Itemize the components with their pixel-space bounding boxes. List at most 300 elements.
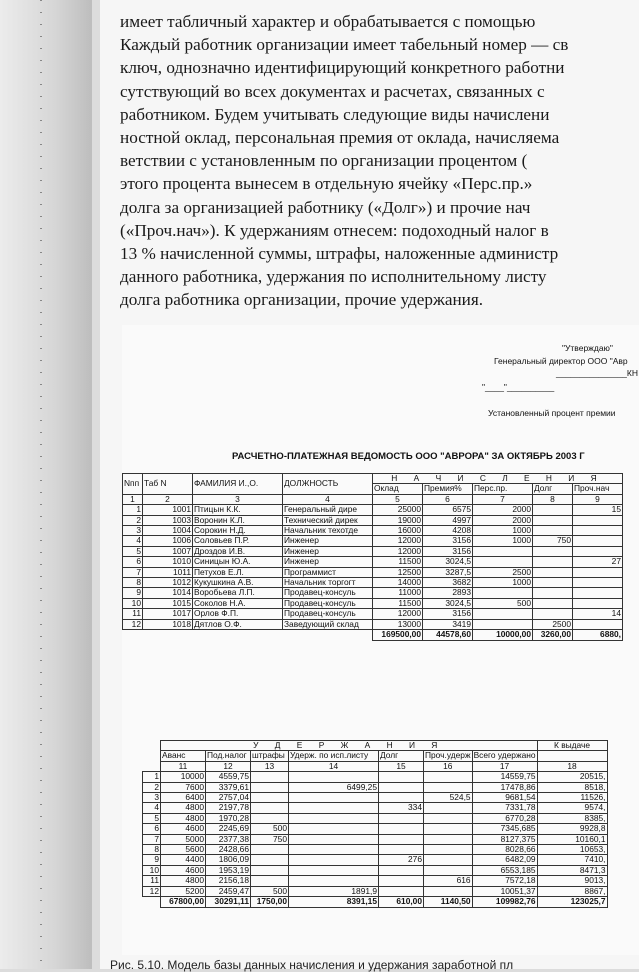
table-cell — [289, 876, 379, 886]
paragraph-line: работником. Будем учитывать следующие виды начислени — [120, 104, 550, 124]
table-cell: 1011 — [143, 567, 193, 577]
table-row — [123, 588, 623, 598]
table-row — [123, 515, 623, 525]
table-cell — [289, 845, 379, 855]
colnum-cell: 14 — [289, 761, 379, 771]
table-cell — [379, 845, 424, 855]
total-cell: 10000,00 — [473, 630, 533, 640]
table-cell: 8 — [143, 845, 161, 855]
colnum-cell: 17 — [472, 761, 537, 771]
total-cell: 44578,60 — [423, 630, 473, 640]
table-row — [123, 546, 623, 556]
paragraph-line: («Проч.нач»). К удержаниям отнесем: подоходный налог в — [120, 220, 549, 240]
col-oklad: Оклад — [373, 484, 423, 494]
table-cell: 3682 — [423, 578, 473, 588]
paragraph-line: долга за организацией работнику («Долг») и прочие нач — [120, 197, 531, 217]
table-row — [123, 526, 623, 536]
table-cell — [573, 526, 623, 536]
table-cell: Дроздов И.В. — [193, 546, 283, 556]
table-cell: 5 — [143, 813, 161, 823]
table-cell — [473, 557, 533, 567]
table-cell: 1015 — [143, 598, 193, 608]
table-cell — [573, 578, 623, 588]
table-cell — [424, 824, 473, 834]
table-cell: Сорокин Н.Д. — [193, 526, 283, 536]
table-cell: Соловьев П.Р. — [193, 536, 283, 546]
table-cell: 500 — [473, 598, 533, 608]
table-cell: 12000 — [373, 536, 423, 546]
totals-row — [143, 897, 608, 907]
colnum-cell: 13 — [251, 761, 289, 771]
paragraph-line: Каждый работник организации имеет табельный номер — св — [120, 35, 569, 55]
table-cell — [289, 772, 379, 782]
total-cell: 1140,50 — [424, 897, 473, 907]
table-cell — [251, 813, 289, 823]
table-cell: 20515, — [537, 772, 607, 782]
table-row — [123, 505, 623, 515]
table-cell: 10 — [123, 598, 143, 608]
table-cell: 4800 — [161, 813, 206, 823]
table-cell: Технический дирек — [283, 515, 373, 525]
table-cell: 6499,25 — [289, 782, 379, 792]
table-cell — [424, 813, 473, 823]
table-cell — [379, 793, 424, 803]
col-fio: ФАМИЛИЯ И.,О. — [193, 474, 283, 495]
table-cell: 14559,75 — [472, 772, 537, 782]
table-cell: 12500 — [373, 567, 423, 577]
binding-dots — [40, 0, 42, 969]
table-cell: 1000 — [473, 536, 533, 546]
table-cell — [533, 557, 573, 567]
table-cell — [533, 505, 573, 515]
table-cell: 8028,66 — [472, 845, 537, 855]
table-cell: 5000 — [161, 834, 206, 844]
table-cell: 11000 — [373, 588, 423, 598]
approval-position: Генеральный директор ООО "Авр — [494, 356, 628, 366]
table-cell: 2245,69 — [206, 824, 251, 834]
table-cell: Воробьева Л.П. — [193, 588, 283, 598]
table-row — [143, 865, 608, 875]
table-cell — [379, 813, 424, 823]
table-cell — [424, 772, 473, 782]
total-cell: 67800,00 — [161, 897, 206, 907]
col-pers-pr: Перс.пр. — [473, 484, 533, 494]
table-cell: 2 — [143, 782, 161, 792]
table-cell — [289, 803, 379, 813]
table-cell: 8 — [123, 578, 143, 588]
table-cell: 9 — [143, 855, 161, 865]
colnum-cell: 15 — [379, 761, 424, 771]
table-cell: 1010 — [143, 557, 193, 567]
table-cell: 9681,54 — [472, 793, 537, 803]
accruals-group-header: Н А Ч И С Л Е Н И Я — [373, 474, 623, 484]
table-cell: 12000 — [373, 609, 423, 619]
paragraph-line: ветствии с установленным по организации процентом ( — [120, 151, 528, 171]
table-cell: 1003 — [143, 515, 193, 525]
total-cell: 169500,00 — [373, 630, 423, 640]
paragraph-line: долга работника организации, прочие удержания. — [120, 290, 484, 310]
page-gutter — [0, 0, 92, 969]
table-cell — [379, 834, 424, 844]
table-cell: 1004 — [143, 526, 193, 536]
total-cell: 3260,00 — [533, 630, 573, 640]
approval-stamp: "Утверждаю" — [562, 343, 613, 353]
table-cell: 3379,61 — [206, 782, 251, 792]
table-row — [143, 813, 608, 823]
table-cell — [251, 782, 289, 792]
table-cell: 2893 — [423, 588, 473, 598]
table-cell: 1953,19 — [206, 865, 251, 875]
header-cell: штрафы — [251, 751, 289, 761]
deductions-group-header: У Д Е Р Ж А Н И Я — [161, 741, 538, 751]
table-cell: Орлов Ф.П. — [193, 609, 283, 619]
colnum-cell: 16 — [424, 761, 473, 771]
table-cell: 2500 — [473, 567, 533, 577]
table-cell: 11500 — [373, 598, 423, 608]
table-cell: 1006 — [143, 536, 193, 546]
table-cell: Инженер — [283, 546, 373, 556]
table-row — [143, 793, 608, 803]
table-cell — [424, 855, 473, 865]
table-cell — [379, 782, 424, 792]
premium-note: Установленный процент премии — [488, 408, 616, 418]
table-cell: 4 — [143, 803, 161, 813]
table-cell — [379, 824, 424, 834]
table-cell: 3287,5 — [423, 567, 473, 577]
table-cell: Инженер — [283, 557, 373, 567]
payroll-figure — [122, 325, 639, 955]
table-cell: 276 — [379, 855, 424, 865]
table-cell — [251, 855, 289, 865]
table-cell — [424, 865, 473, 875]
table-cell: Начальник торгогт — [283, 578, 373, 588]
table-cell: 17478,86 — [472, 782, 537, 792]
table-row — [143, 845, 608, 855]
table-cell: 10051,37 — [472, 886, 537, 896]
table-cell: 11500 — [373, 557, 423, 567]
col-premium: Премия% — [423, 484, 473, 494]
table-cell: Заведующий склад — [283, 619, 373, 629]
table-cell: 2156,18 — [206, 876, 251, 886]
table-cell: 13000 — [373, 619, 423, 629]
table-cell: 7410, — [537, 855, 607, 865]
colnum-cell: 8 — [533, 494, 573, 504]
table-cell: Продавец-консуль — [283, 598, 373, 608]
col-n: Nпп — [123, 474, 143, 495]
table-cell: 8867, — [537, 886, 607, 896]
table-cell — [573, 546, 623, 556]
table-cell: 1001 — [143, 505, 193, 515]
table-cell: 1891,9 — [289, 886, 379, 896]
table-cell: 616 — [424, 876, 473, 886]
table-cell: 500 — [251, 886, 289, 896]
table-cell: 1007 — [143, 546, 193, 556]
table-cell: Продавец-консуль — [283, 588, 373, 598]
table-cell — [379, 772, 424, 782]
table-cell — [251, 865, 289, 875]
table-cell — [533, 526, 573, 536]
table-cell: 6 — [143, 824, 161, 834]
table-row — [123, 578, 623, 588]
table-cell: 7572,18 — [472, 876, 537, 886]
table-cell: 7 — [143, 834, 161, 844]
table-cell — [289, 793, 379, 803]
deductions-table — [142, 740, 608, 908]
colnum-cell: 11 — [161, 761, 206, 771]
paragraph-line: имеет табличный характер и обрабатывается с помощью — [120, 12, 536, 31]
table-cell: 5600 — [161, 845, 206, 855]
table-row — [123, 567, 623, 577]
table-cell — [473, 619, 533, 629]
table-cell: 8385, — [537, 813, 607, 823]
table-cell — [379, 865, 424, 875]
table-cell: 10 — [143, 865, 161, 875]
paragraph-line: ключ, однозначно идентифицирующий конкретного работни — [120, 58, 565, 78]
table-cell: 3024,5 — [423, 598, 473, 608]
colnum-cell: 2 — [143, 494, 193, 504]
table-cell: 2197,78 — [206, 803, 251, 813]
table-cell — [533, 546, 573, 556]
table-cell: 16000 — [373, 526, 423, 536]
table-cell: 6400 — [161, 793, 206, 803]
table-cell — [424, 803, 473, 813]
table-cell: 10653, — [537, 845, 607, 855]
table-cell: 3156 — [423, 609, 473, 619]
table-cell: 10160,1 — [537, 834, 607, 844]
table-cell: 4400 — [161, 855, 206, 865]
blank-cell — [143, 761, 161, 771]
paragraph-line: данного работника, удержания по исполнительному листу — [120, 267, 547, 287]
table-cell: 3 — [123, 526, 143, 536]
table-cell: 1014 — [143, 588, 193, 598]
total-cell: 30291,11 — [206, 897, 251, 907]
table-row — [123, 609, 623, 619]
header-cell: Аванс — [161, 751, 206, 761]
paragraph-line: сутствующий во всех документах и расчетах, связанных с — [120, 81, 545, 101]
table-cell: 5 — [123, 546, 143, 556]
approval-date-line: "____"__________ — [482, 382, 555, 392]
table-cell: Инженер — [283, 536, 373, 546]
table-row — [123, 598, 623, 608]
table-cell: 27 — [573, 557, 623, 567]
table-cell: 6770,28 — [472, 813, 537, 823]
paragraph-line: ностной оклад, персональная премия от оклада, начисляема — [120, 127, 560, 147]
table-cell: Генеральный дире — [283, 505, 373, 515]
accruals-table — [122, 473, 623, 641]
table-cell: 7600 — [161, 782, 206, 792]
table-cell: 1012 — [143, 578, 193, 588]
table-cell: 4208 — [423, 526, 473, 536]
table-cell: 4997 — [423, 515, 473, 525]
header-cell: Всего удержано — [473, 750, 536, 761]
table-cell: 19000 — [373, 515, 423, 525]
table-cell — [289, 865, 379, 875]
table-cell: Петухов Е.Л. — [193, 567, 283, 577]
table-cell: 7331,78 — [472, 803, 537, 813]
table-cell — [289, 855, 379, 865]
table-cell: 4600 — [161, 865, 206, 875]
table-cell — [533, 578, 573, 588]
col-tab: Таб N — [143, 474, 193, 495]
table-cell: 14 — [573, 609, 623, 619]
table-cell — [424, 845, 473, 855]
blank-cell — [123, 630, 373, 640]
book-page — [100, 0, 639, 969]
table-cell — [533, 515, 573, 525]
colnum-cell: 3 — [193, 494, 283, 504]
colnum-cell: 18 — [537, 761, 607, 771]
colnum-cell: 9 — [573, 494, 623, 504]
colnum-cell: 5 — [373, 494, 423, 504]
table-cell: 11 — [123, 609, 143, 619]
table-row — [143, 876, 608, 886]
table-cell — [424, 834, 473, 844]
table-cell — [573, 515, 623, 525]
table-cell: 9 — [123, 588, 143, 598]
table-cell: 3419 — [423, 619, 473, 629]
table-cell: Птицын К.К. — [193, 505, 283, 515]
table-cell: 524,5 — [424, 793, 473, 803]
table-cell — [379, 876, 424, 886]
blank-cell — [143, 751, 161, 761]
table-cell: Воронин К.Л. — [193, 515, 283, 525]
table-cell: 1806,09 — [206, 855, 251, 865]
table-row — [123, 619, 623, 629]
table-cell: Дятлов О.Ф. — [193, 619, 283, 629]
colnum-cell: 1 — [123, 494, 143, 504]
table-cell: 1017 — [143, 609, 193, 619]
table-cell — [424, 886, 473, 896]
paragraph-line: этого процента вынесем в отдельную ячейку «Перс.пр.» — [120, 174, 533, 194]
table-cell — [251, 772, 289, 782]
table-cell: Синицын Ю.А. — [193, 557, 283, 567]
table-cell: 1 — [143, 772, 161, 782]
table-cell: 750 — [533, 536, 573, 546]
table-cell: 2428,66 — [206, 845, 251, 855]
table-cell: 2000 — [473, 505, 533, 515]
table-cell: 12 — [123, 619, 143, 629]
table-cell: 500 — [251, 824, 289, 834]
table-row — [143, 834, 608, 844]
paragraph-line: 13 % начисленной суммы, штрафы, наложенные администр — [120, 243, 559, 263]
header-row — [143, 751, 608, 761]
table-cell: 1000 — [473, 578, 533, 588]
table-cell — [533, 588, 573, 598]
colnum-row — [143, 761, 608, 771]
table-cell — [573, 588, 623, 598]
table-cell — [289, 834, 379, 844]
table-cell: Кукушкина А.В. — [193, 578, 283, 588]
table-cell: 6553,185 — [472, 865, 537, 875]
table-cell: 2459,47 — [206, 886, 251, 896]
header-cell: Проч.удерж — [425, 750, 471, 761]
table-cell: 750 — [251, 834, 289, 844]
table-cell: 334 — [379, 803, 424, 813]
table-cell — [251, 803, 289, 813]
table-cell — [251, 845, 289, 855]
table-cell — [289, 813, 379, 823]
table-row — [123, 557, 623, 567]
header-cell: Удерж. по исп.листу — [289, 751, 379, 761]
header-cell: Под.налог — [206, 751, 251, 761]
table-cell: Продавец-консуль — [283, 609, 373, 619]
table-cell: 3156 — [423, 546, 473, 556]
table-cell: 2 — [123, 515, 143, 525]
table-cell: 8518, — [537, 782, 607, 792]
table-cell — [473, 609, 533, 619]
table-cell: 1970,28 — [206, 813, 251, 823]
table-row — [143, 803, 608, 813]
table-cell: 25000 — [373, 505, 423, 515]
table-cell: 6 — [123, 557, 143, 567]
table-cell: 4800 — [161, 876, 206, 886]
table-cell: 2000 — [473, 515, 533, 525]
figure-caption: Рис. 5.10. Модель базы данных начисления и удержания заработной пл — [110, 958, 514, 972]
colnum-row — [123, 494, 623, 504]
table-cell — [473, 588, 533, 598]
table-cell — [533, 567, 573, 577]
table-cell: 1018 — [143, 619, 193, 629]
table-cell — [424, 782, 473, 792]
table-cell — [533, 598, 573, 608]
table-cell: 9013, — [537, 876, 607, 886]
table-cell — [533, 609, 573, 619]
total-cell: 1750,00 — [251, 897, 289, 907]
table-cell: 3156 — [423, 536, 473, 546]
table-row — [123, 536, 623, 546]
table-row — [143, 782, 608, 792]
table-cell: 12 — [143, 886, 161, 896]
header-cell — [537, 751, 607, 761]
table-row — [143, 824, 608, 834]
table-cell: Программист — [283, 567, 373, 577]
table-cell — [573, 536, 623, 546]
table-cell — [573, 598, 623, 608]
table-cell: 6575 — [423, 505, 473, 515]
table-cell: 8127,375 — [472, 834, 537, 844]
table-cell: 2500 — [533, 619, 573, 629]
table-row — [143, 886, 608, 896]
table-cell: 5200 — [161, 886, 206, 896]
to-pay-header: К выдаче — [537, 741, 607, 751]
table-cell: 4559,75 — [206, 772, 251, 782]
table-cell: 12000 — [373, 546, 423, 556]
colnum-cell: 4 — [283, 494, 373, 504]
table-cell: 2377,38 — [206, 834, 251, 844]
table-cell — [573, 567, 623, 577]
header-cell: Долг — [379, 751, 424, 761]
table-cell: Начальник техотде — [283, 526, 373, 536]
total-cell: 6880, — [573, 630, 623, 640]
col-dolg: Долг — [533, 484, 573, 494]
table-cell — [289, 824, 379, 834]
table-cell — [251, 793, 289, 803]
col-proch-nach: Проч.нач — [573, 484, 623, 494]
table-cell — [379, 886, 424, 896]
table-cell — [573, 619, 623, 629]
table-cell: 10000 — [161, 772, 206, 782]
colnum-cell: 6 — [423, 494, 473, 504]
table-cell: 3024,5 — [423, 557, 473, 567]
total-cell: 610,00 — [379, 897, 424, 907]
table-cell: 1000 — [473, 526, 533, 536]
table-cell: 7345,685 — [472, 824, 537, 834]
table-cell: 9574, — [537, 803, 607, 813]
colnum-cell: 7 — [473, 494, 533, 504]
table-row — [143, 772, 608, 782]
table-cell: 7 — [123, 567, 143, 577]
blank-cell — [143, 897, 161, 907]
